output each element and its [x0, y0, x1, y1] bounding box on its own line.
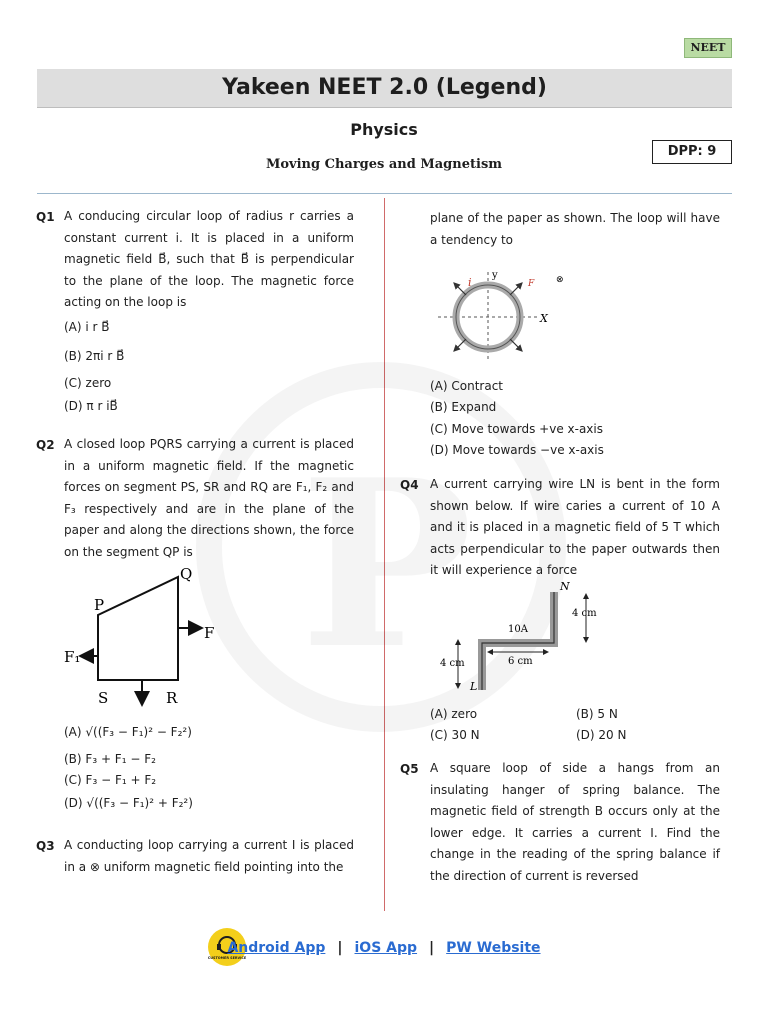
q2-label-p: P [94, 596, 105, 614]
q2-label-f1: F₁ [64, 648, 81, 666]
q4-option-b: (B) 5 N [576, 707, 618, 721]
q2-label-f3: F [204, 624, 215, 642]
q4-option-a: (A) zero [430, 707, 478, 721]
footer-separator: | [429, 940, 435, 956]
q2-option-c: (C) F₃ − F₁ + F₂ [64, 773, 157, 787]
q3-option-b: (B) Expand [430, 400, 497, 414]
q4-wire-diagram [436, 580, 606, 698]
q4-label-l: L [470, 680, 478, 693]
ios-app-link[interactable]: iOS App [354, 940, 418, 956]
q3-text-part2: plane of the paper as shown. The loop will have a tendency to [430, 211, 720, 247]
q4-label-bottom-length: 4 cm [440, 658, 465, 669]
q2-option-b: (B) F₃ + F₁ − F₂ [64, 752, 156, 766]
q1-option-d: (D) π r iB⃗ [64, 399, 118, 413]
q3-option-c: (C) Move towards +ve x-axis [430, 422, 603, 436]
q4-wire [482, 592, 554, 690]
q3-loop-diagram [428, 262, 578, 362]
page-title: Yakeen NEET 2.0 (Legend) [37, 69, 732, 108]
q4-text: A current carrying wire LN is bent in the form shown below. If wire caries a current of 10 A and it is placed in a magnetic field of 5 T which acts perpendicular to the paper outwards then it will experience a force [430, 477, 720, 577]
q2-label-s: S [98, 689, 109, 707]
neet-badge: NEET [684, 38, 732, 58]
footer-separator: | [337, 940, 343, 956]
q3-label-f: F [528, 279, 535, 289]
q3-label-y: y [492, 270, 498, 281]
android-app-link[interactable]: Android App [227, 940, 326, 956]
q3-label-i: i [468, 276, 472, 289]
q3-option-d: (D) Move towards −ve x-axis [430, 443, 604, 457]
q1-option-b: (B) 2πi r B⃗ [64, 349, 125, 363]
q1-text: A conducing circular loop of radius r carries a constant current i. It is placed in a uniform magnetic field B⃗, such that B⃗ is perpendicular to the plane of the loop. The magnetic force acting on the loop is [64, 209, 354, 309]
q3-label-x: X [540, 312, 548, 325]
subject-heading: Physics [350, 120, 418, 139]
q3-number: Q3 [36, 839, 55, 853]
q3-text-part1: A conducting loop carrying a current I is placed in a ⊗ uniform magnetic field pointing into the [64, 838, 354, 874]
logo-text: CUSTOMER SERVICE [208, 956, 246, 960]
q1-option-c: (C) zero [64, 376, 112, 390]
pw-website-link[interactable]: PW Website [446, 940, 541, 956]
q2-number: Q2 [36, 438, 55, 452]
q2-option-d: (D) √((F₃ − F₁)² + F₂²) [64, 796, 193, 810]
q3-force-arrow-4 [510, 339, 522, 351]
q4-label-mid-length: 6 cm [508, 656, 533, 667]
q1-number: Q1 [36, 210, 55, 224]
q3-option-a: (A) Contract [430, 379, 504, 393]
q4-label-current: 10A [508, 624, 528, 635]
dpp-label: DPP: 9 [652, 140, 732, 164]
chapter-heading: Moving Charges and Magnetism [265, 157, 503, 172]
q3-force-arrow-2 [510, 283, 522, 295]
q2-loop-diagram [60, 563, 220, 713]
header-divider [37, 193, 732, 194]
q4-option-d: (D) 20 N [576, 728, 627, 742]
q3-force-arrow-1 [454, 283, 466, 295]
q2-label-r: R [166, 689, 178, 707]
q3-field-symbol: ⊗ [556, 275, 564, 285]
q4-number: Q4 [400, 478, 419, 492]
q4-option-c: (C) 30 N [430, 728, 480, 742]
q2-label-q: Q [180, 565, 193, 583]
q4-label-top-length: 4 cm [572, 608, 597, 619]
q3-force-arrow-3 [454, 339, 466, 351]
q5-number: Q5 [400, 762, 419, 776]
q5-text: A square loop of side a hangs from an insulating hanger of spring balance. The magnetic field of strength B occurs only at the lower edge. It carries a current I. Find the change in the reading of the spring balance if the direction of current is reversed [430, 761, 720, 883]
q2-text: A closed loop PQRS carrying a current is placed in a uniform magnetic field. If the magnetic forces on segment PS, SR and RQ are F₁, F₂ and F₃ respectively and are in the plane of the paper and along the directions shown, the force on the segment QP is [64, 437, 354, 559]
q2-option-a: (A) √((F₃ − F₁)² − F₂²) [64, 725, 192, 739]
q2-loop-shape [98, 577, 178, 680]
q4-label-n: N [560, 580, 570, 593]
q1-option-a: (A) i r B⃗ [64, 320, 110, 334]
footer-links [0, 940, 768, 960]
